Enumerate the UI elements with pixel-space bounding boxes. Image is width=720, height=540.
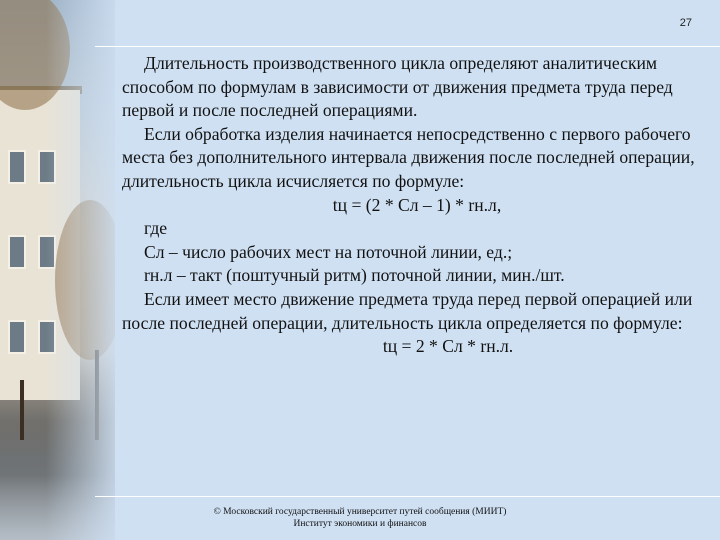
photo-fade xyxy=(0,0,115,540)
formula-2: tц = 2 * Сл * rн.л. xyxy=(382,336,514,357)
definition-workplaces: Сл – число рабочих мест на поточной линии, ед.; xyxy=(144,241,513,262)
footer-copyright: © Московский государственный университет путей сообщения (МИИТ) xyxy=(213,507,507,517)
formula-1: tц = (2 * Сл – 1) * rн.л, xyxy=(332,194,502,215)
definition-takt: rн.л – такт (поштучный ритм) поточной линии, мин./шт. xyxy=(144,265,565,286)
page-number: 27 xyxy=(679,17,692,29)
where-label: где xyxy=(144,218,168,239)
bottom-divider xyxy=(95,496,720,497)
footer xyxy=(200,506,520,530)
building-photo xyxy=(0,0,115,540)
top-divider xyxy=(95,46,720,47)
paragraph-intro: Длительность производственного цикла определяют аналитическим способом по формулам в зависимости от движения предмета труда перед первой и после последней операциями. xyxy=(122,53,673,121)
footer-institute: Институт экономики и финансов xyxy=(293,519,427,529)
paragraph-case-1: Если обработка изделия начинается непосредственно с первого рабочего места без дополнительного интервала движения после последней операции, длительность цикла исчисляется по формуле: xyxy=(122,123,695,191)
paragraph-case-2: Если имеет место движение предмета труда перед первой операцией или после последней операции, длительность цикла определяется по формуле: xyxy=(122,288,693,333)
slide-body xyxy=(122,52,712,359)
